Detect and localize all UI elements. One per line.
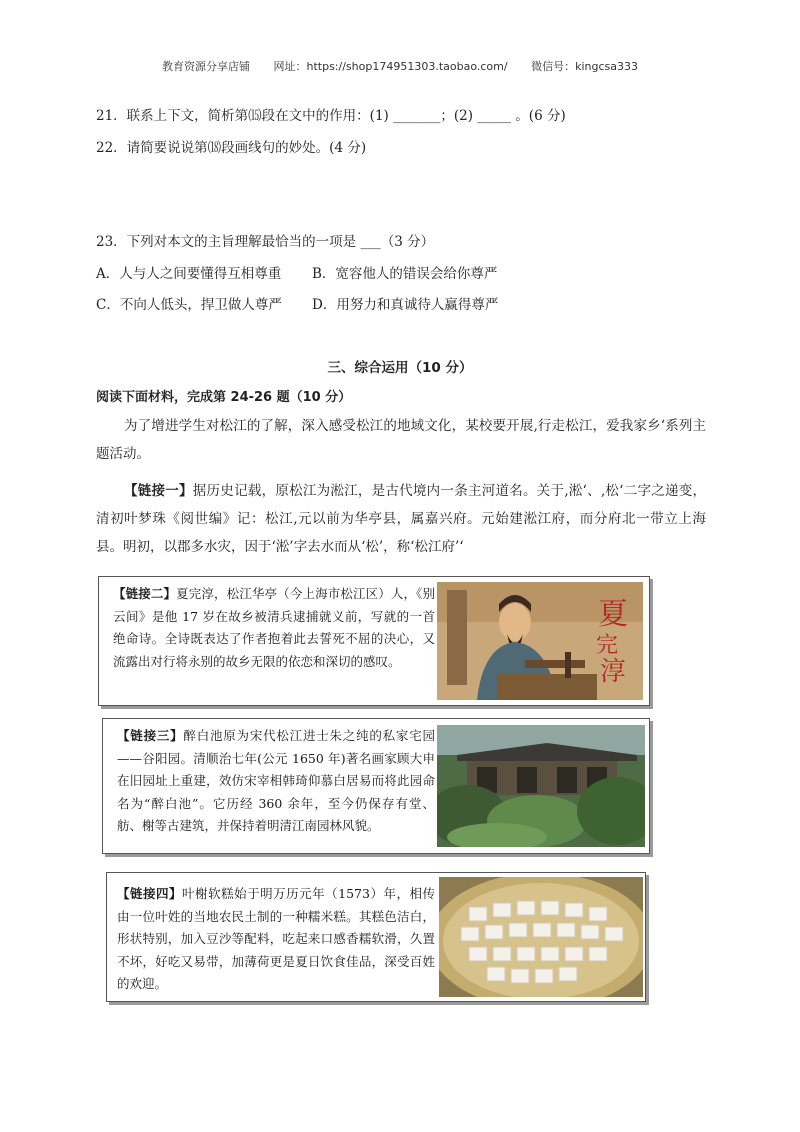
header-shop: 教育资源分享店铺: [162, 60, 250, 73]
link2-card: [98, 576, 650, 706]
option-d: D．用努力和真诚待人赢得尊严: [312, 297, 499, 313]
garden-photo: [437, 725, 645, 847]
link4-text: 叶榭软糕始于明万历元年（1573）年，相传由一位叶姓的当地农民土制的一种糯米糕。其糕色洁白，形状特别，加入豆沙等配料，吃起来口感香糯软滑，久置不坏，好吃又易带，加薄荷更是夏日饮食佳品，深受百姓的欢迎。: [117, 886, 435, 991]
link3-text-block: [117, 725, 435, 838]
page-header: [0, 58, 800, 74]
svg-text:淳: 淳: [599, 657, 627, 687]
option-c: C．不向人低头，捍卫做人尊严: [96, 297, 282, 313]
link3-card: [102, 718, 650, 854]
question-23: 23．下列对本文的主旨理解最恰当的一项是 ___（3 分）: [96, 234, 435, 250]
link4-text-block: [117, 883, 435, 996]
link3-label: 【链接三】: [117, 728, 184, 743]
rice-cake-photo: [439, 877, 643, 997]
link2-text-block: [113, 583, 435, 673]
intro-paragraph: 为了增进学生对松江的了解，深入感受松江的地域文化，某校要开展‚行走松江，爱我家乡‘系列主题活动。: [96, 418, 706, 462]
svg-text:完: 完: [595, 633, 619, 658]
svg-text:夏: 夏: [598, 597, 628, 632]
option-a: A．人与人之间要懂得互相尊重: [96, 266, 282, 282]
question-21: 21．联系上下文，简析第⒂段在文中的作用：(1) _______；(2) _____ 。(6 分): [96, 108, 566, 124]
link3-text: 醉白池原为宋代松江进士朱之纯的私家宅园——谷阳园。清顺治七年(公元 1650 年)著名画家顾大申在旧园址上重建，效仿宋宰相韩琦仰慕白居易而将此园命名为“醉白池”。它历经 360 余年，至今仍保存有堂、舫、榭等古建筑，并保持着明清江南园林风貌。: [117, 728, 435, 833]
link1-paragraph: [96, 477, 706, 561]
section-instruction: 阅读下面材料，完成第 24-26 题（10 分）: [96, 390, 352, 405]
link4-label: 【链接四】: [117, 886, 183, 901]
link2-text: 夏完淳，松江华亭（今上海市松江区）人，《别云间》是他 17 岁在故乡被清兵逮捕就义前，写就的一首绝命诗。全诗既表达了作者抱着此去誓死不屈的决心，又流露出对行将永别的故乡无限的依恋和深切的感叹。: [113, 586, 435, 669]
header-wechat: 微信号：kingcsa333: [531, 60, 638, 73]
link4-card: [106, 872, 646, 1002]
option-b: B．宽容他人的错误会给你尊严: [312, 266, 498, 282]
link1-label: 【链接一】: [124, 483, 193, 499]
question-22: 22．请简要说说第⒅段画线句的妙处。(4 分): [96, 140, 367, 156]
header-site: 网址：https://shop174951303.taobao.com/: [273, 60, 508, 73]
section-title: 三、综合运用（10 分）: [327, 360, 473, 376]
xia-wanchun-portrait: [437, 582, 643, 700]
link1-text: 据历史记载，原松江为淞江，是古代境内一条主河道名。关于‚淞‘、‚松‘二字之递变，清初叶梦珠《阅世编》记：松江‚元以前为华亭县，属嘉兴府。元始建淞江府，而分府北一带立上海县。明初，以郡多水灾，因于‘淞’字去水而从‘松’，称‘松江府’‘: [96, 483, 707, 555]
link2-label: 【链接二】: [113, 586, 177, 601]
